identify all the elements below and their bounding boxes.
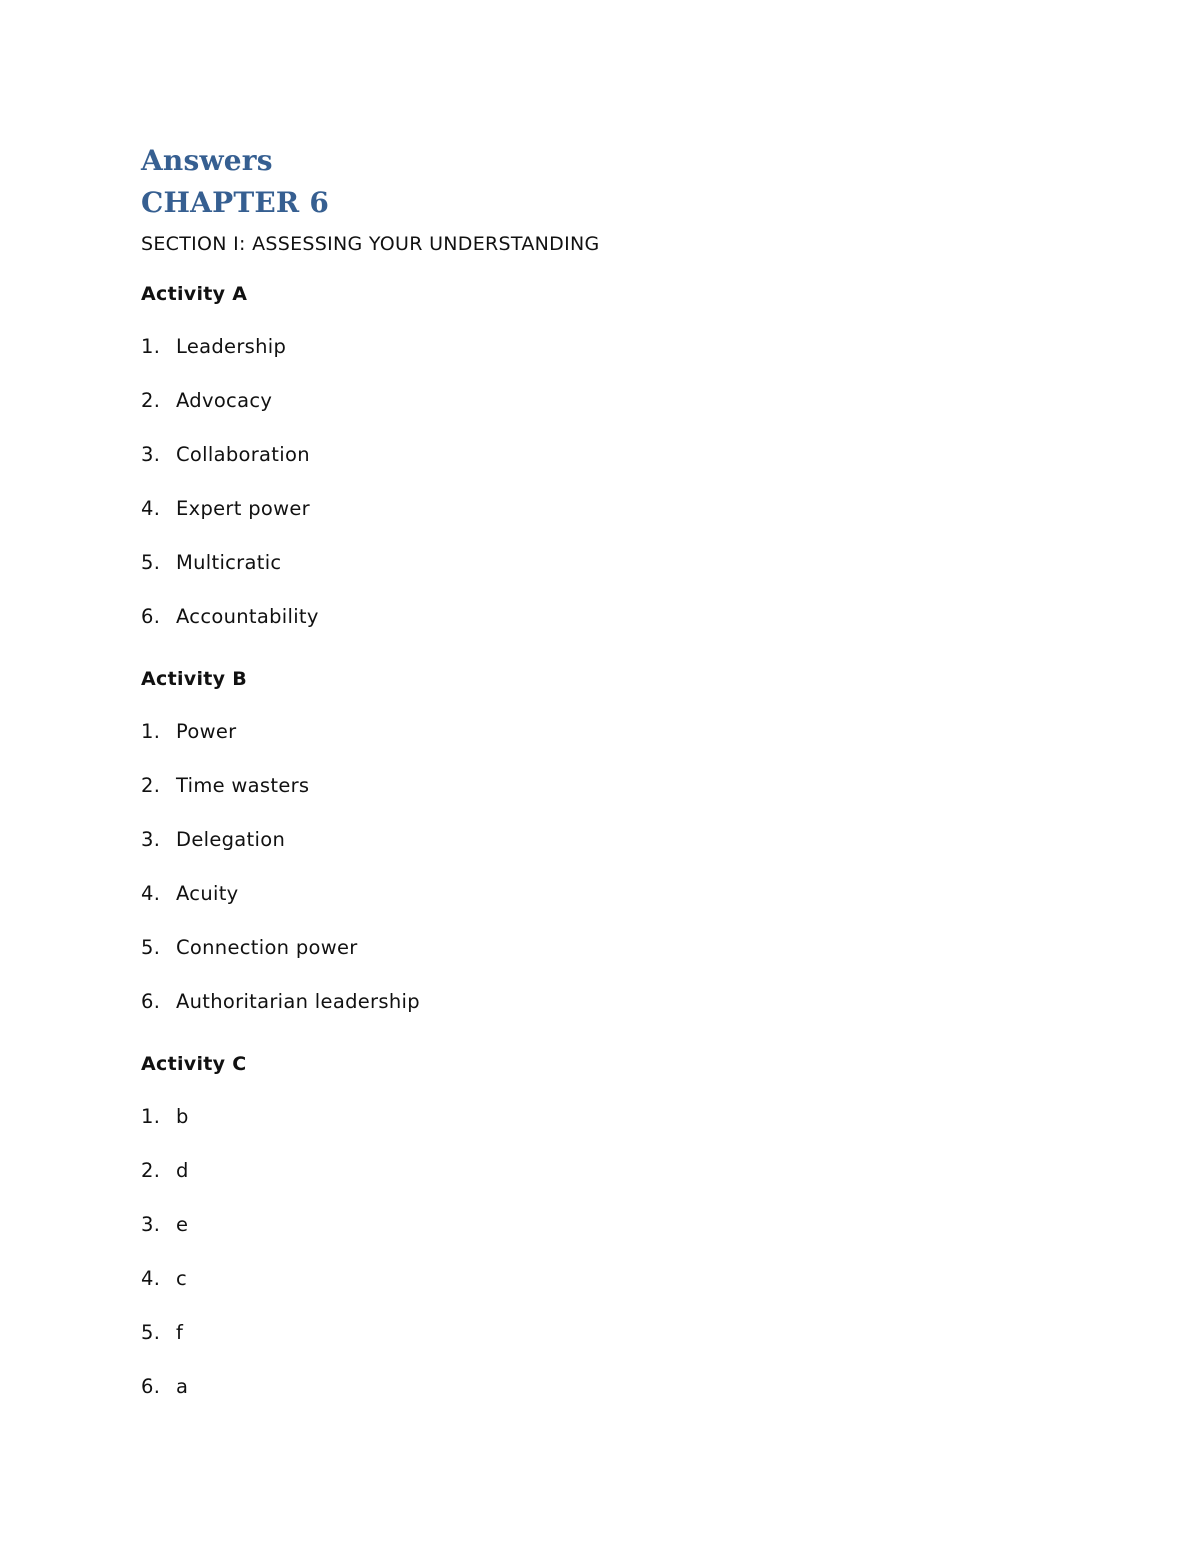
item-number: 3. — [141, 1212, 161, 1236]
list-item — [141, 866, 1091, 920]
document-content — [141, 140, 1091, 1413]
item-number: 4. — [141, 881, 161, 905]
item-number: 4. — [141, 496, 161, 520]
list-item — [141, 974, 1091, 1028]
item-number: 6. — [141, 604, 161, 628]
item-number: 5. — [141, 935, 161, 959]
item-answer: Authoritarian leadership — [176, 989, 420, 1013]
item-answer: Time wasters — [176, 773, 310, 797]
item-answer: Expert power — [176, 496, 310, 520]
item-answer: b — [176, 1104, 189, 1128]
item-answer: Connection power — [176, 935, 358, 959]
activity-section — [141, 1050, 1091, 1413]
item-answer: Collaboration — [176, 442, 310, 466]
item-answer: Leadership — [176, 334, 287, 358]
item-answer: Advocacy — [176, 388, 273, 412]
section-heading: SECTION I: ASSESSING YOUR UNDERSTANDING — [141, 233, 600, 255]
item-number: 6. — [141, 989, 161, 1013]
answer-list — [141, 1089, 1091, 1413]
list-item — [141, 535, 1091, 589]
activity-heading: Activity A — [141, 283, 248, 305]
list-item — [141, 373, 1091, 427]
list-item — [141, 1251, 1091, 1305]
list-item — [141, 920, 1091, 974]
activity-section — [141, 665, 1091, 1028]
list-item — [141, 481, 1091, 535]
list-item — [141, 427, 1091, 481]
list-item — [141, 319, 1091, 373]
item-answer: a — [176, 1374, 189, 1398]
list-item — [141, 589, 1091, 643]
chapter-title: CHAPTER 6 — [141, 186, 329, 219]
list-item — [141, 704, 1091, 758]
item-answer: c — [176, 1266, 188, 1290]
item-number: 6. — [141, 1374, 161, 1398]
list-item — [141, 1089, 1091, 1143]
list-item — [141, 1197, 1091, 1251]
item-number: 1. — [141, 334, 161, 358]
activity-heading: Activity C — [141, 1053, 247, 1075]
item-number: 2. — [141, 773, 161, 797]
list-item — [141, 1359, 1091, 1413]
document-title: Answers — [141, 144, 273, 177]
item-number: 2. — [141, 1158, 161, 1182]
list-item — [141, 1305, 1091, 1359]
list-item — [141, 758, 1091, 812]
item-answer: Power — [176, 719, 237, 743]
item-answer: Acuity — [176, 881, 239, 905]
item-answer: Delegation — [176, 827, 286, 851]
item-number: 3. — [141, 827, 161, 851]
item-number: 5. — [141, 550, 161, 574]
item-number: 3. — [141, 442, 161, 466]
item-number: 2. — [141, 388, 161, 412]
item-answer: f — [176, 1320, 184, 1344]
answer-list — [141, 319, 1091, 643]
item-answer: Accountability — [176, 604, 319, 628]
item-number: 4. — [141, 1266, 161, 1290]
item-answer: e — [176, 1212, 189, 1236]
activity-heading: Activity B — [141, 668, 248, 690]
item-answer: d — [176, 1158, 189, 1182]
item-number: 1. — [141, 1104, 161, 1128]
activity-section — [141, 280, 1091, 643]
item-number: 1. — [141, 719, 161, 743]
activities-container — [141, 280, 1091, 1413]
item-answer: Multicratic — [176, 550, 282, 574]
list-item — [141, 812, 1091, 866]
item-number: 5. — [141, 1320, 161, 1344]
list-item — [141, 1143, 1091, 1197]
answer-list — [141, 704, 1091, 1028]
